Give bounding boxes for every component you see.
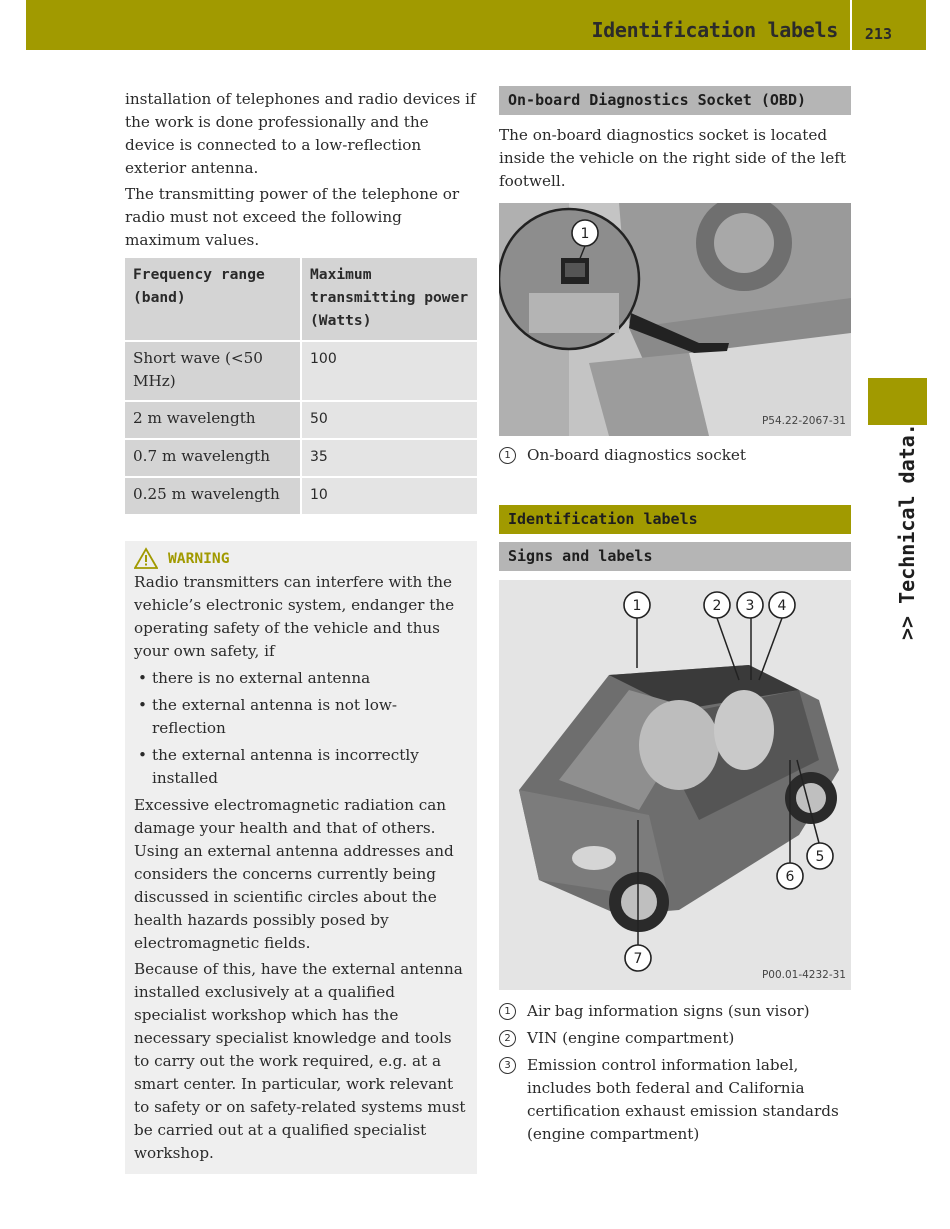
- signs-labels-heading: Signs and labels: [499, 542, 851, 571]
- table-row: [125, 341, 477, 401]
- callout-number: 1: [499, 447, 516, 464]
- obd-callout-list: [499, 444, 851, 467]
- warning-bullet-list: [134, 667, 468, 790]
- car-callout-2: [704, 592, 730, 618]
- warning-triangle-icon: [134, 547, 158, 569]
- callout-number: 2: [712, 598, 722, 614]
- callout-text: VIN (engine compartment): [527, 1029, 735, 1047]
- table-cell-band: Short wave (<50 MHz): [125, 341, 301, 401]
- table-cell-band: 2 m wavelength: [125, 401, 301, 439]
- header-divider: [850, 0, 852, 50]
- obd-illustration: [499, 203, 851, 436]
- car-figure: [499, 580, 851, 990]
- table-cell-power: 35: [310, 449, 328, 465]
- callout-text: Emission control information label, includes both federal and California certification exhaust emission standards (engine compartment): [527, 1056, 839, 1143]
- list-item: [499, 1054, 851, 1146]
- car-callout-4: [769, 592, 795, 618]
- warning-intro: Radio transmitters can interfere with the vehicle’s electronic system, endanger the operating safety of the vehicle and thus your own safety, if: [134, 573, 455, 660]
- callout-number: 7: [633, 951, 643, 967]
- callout-text: Air bag information signs (sun visor): [527, 1002, 810, 1020]
- car-callout-1: [624, 592, 650, 618]
- warning-box: [125, 541, 477, 1174]
- table-cell-band: 0.25 m wavelength: [125, 477, 301, 515]
- list-item: [499, 1027, 851, 1050]
- car-illustration: [499, 580, 851, 990]
- callout-number: 1: [499, 1003, 516, 1020]
- table-cell-band: 0.7 m wavelength: [125, 439, 301, 477]
- left-column: [125, 88, 477, 1174]
- obd-figure-callout: 1: [580, 226, 590, 242]
- obd-figure-code: P54.22-2067-31: [761, 415, 846, 427]
- car-callout-6: [777, 863, 803, 889]
- table-header-row: [125, 258, 477, 341]
- power-paragraph: The transmitting power of the telephone or radio must not exceed the following maximum values.: [125, 185, 460, 249]
- section-tab-label: >> Technical data.: [895, 423, 919, 640]
- callout-number: 5: [815, 849, 825, 865]
- obd-heading: On-board Diagnostics Socket (OBD): [499, 86, 851, 115]
- section-tab-marker: [868, 378, 927, 425]
- list-item: • the external antenna is not low-reflection: [134, 694, 468, 740]
- callout-number: 4: [777, 598, 787, 614]
- warning-paragraph: Because of this, have the external antenna installed exclusively at a qualified specialist workshop which has the necessary specialist knowledge and tools to carry out the work required, e.g. at a smart center. In particular, work relevant to safety or on safety-related systems must be carried out at a qualified specialist workshop.: [134, 960, 466, 1162]
- table-row: [125, 401, 477, 439]
- table-cell-power: 50: [310, 411, 328, 427]
- table-cell-power-wrap: [301, 341, 477, 401]
- table-cell-power-wrap: [301, 401, 477, 439]
- label-callout-list: [499, 1000, 851, 1146]
- list-item: [499, 1000, 851, 1023]
- warning-paragraph: Excessive electromagnetic radiation can damage your health and that of others. Using an external antenna addresses and considers the concerns currently being discussed in scientific circles about the health hazards possibly posed by electromagnetic fields.: [134, 796, 454, 952]
- identification-labels-heading: Identification labels: [499, 505, 851, 534]
- table-cell-power-wrap: [301, 439, 477, 477]
- table-cell-power: 100: [310, 351, 337, 367]
- callout-number: 3: [745, 598, 755, 614]
- callout-number: 6: [785, 869, 795, 885]
- table-cell-power: 10: [310, 487, 328, 503]
- car-figure-code: P00.01-4232-31: [761, 969, 846, 981]
- header-title: Identification labels: [591, 18, 838, 42]
- warning-label: WARNING: [168, 549, 230, 567]
- table-cell-power-wrap: [301, 477, 477, 515]
- intro-paragraph: installation of telephones and radio devices if the work is done professionally and the device is connected to a low-reflection exterior antenna.: [125, 90, 476, 177]
- car-callout-5: [807, 843, 833, 869]
- table-row: [125, 477, 477, 515]
- list-item: [499, 444, 851, 467]
- page-header: [26, 0, 926, 50]
- car-callout-3: [737, 592, 763, 618]
- frequency-power-table: [125, 258, 477, 516]
- list-item: • there is no external antenna: [134, 667, 468, 690]
- callout-text: On-board diagnostics socket: [527, 446, 746, 464]
- table-header-frequency: Frequency range (band): [125, 258, 301, 341]
- callout-number: 1: [632, 598, 642, 614]
- right-column: [499, 86, 851, 1150]
- page-number: 213: [864, 25, 892, 43]
- car-callout-7: [625, 945, 651, 971]
- obd-figure: [499, 203, 851, 436]
- table-row: [125, 439, 477, 477]
- table-header-power: Maximum transmitting power (Watts): [301, 258, 477, 341]
- list-item: • the external antenna is incorrectly installed: [134, 744, 468, 790]
- warning-header: [134, 545, 468, 571]
- callout-number: 3: [499, 1057, 516, 1074]
- obd-paragraph: The on-board diagnostics socket is located inside the vehicle on the right side of the left footwell.: [499, 126, 846, 190]
- callout-number: 2: [499, 1030, 516, 1047]
